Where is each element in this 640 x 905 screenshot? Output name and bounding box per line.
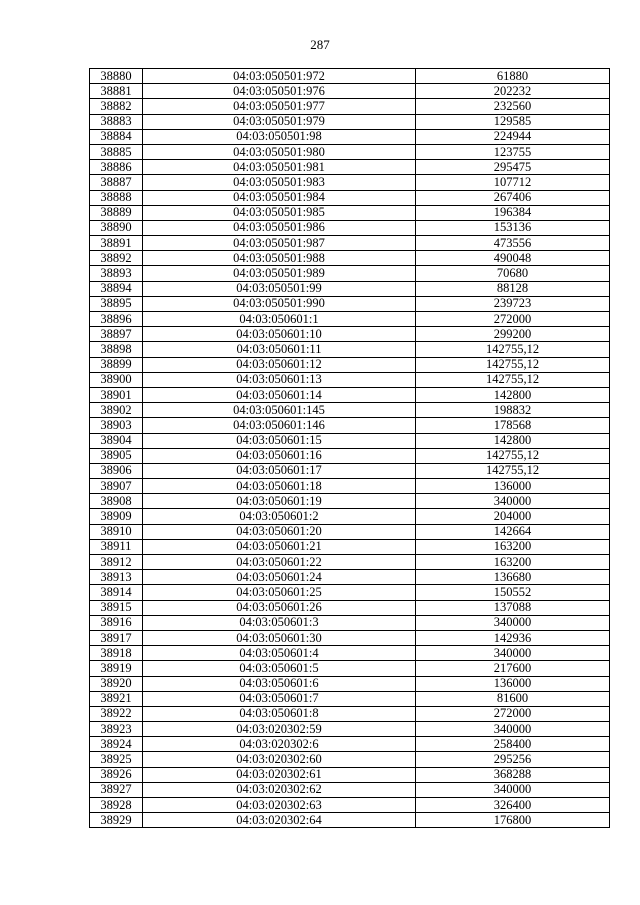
row-number-cell: 38888 — [90, 190, 143, 205]
row-number-cell: 38891 — [90, 236, 143, 251]
row-number-cell: 38881 — [90, 84, 143, 99]
cadastral-number-cell: 04:03:050501:983 — [143, 175, 416, 190]
row-number-cell: 38905 — [90, 448, 143, 463]
table-row — [90, 357, 610, 372]
cadastral-number-cell: 04:03:050601:1 — [143, 312, 416, 327]
row-number-cell: 38927 — [90, 782, 143, 797]
cadastral-number-cell: 04:03:050501:980 — [143, 144, 416, 159]
row-number-cell: 38882 — [90, 99, 143, 114]
cadastral-number-cell: 04:03:050501:990 — [143, 296, 416, 311]
table-row — [90, 114, 610, 129]
row-number-cell: 38920 — [90, 676, 143, 691]
row-number-cell: 38890 — [90, 220, 143, 235]
row-number-cell: 38897 — [90, 327, 143, 342]
cadastral-number-cell: 04:03:050601:24 — [143, 570, 416, 585]
row-number-cell: 38912 — [90, 555, 143, 570]
row-number-cell: 38909 — [90, 509, 143, 524]
table-row — [90, 144, 610, 159]
table-row — [90, 69, 610, 84]
cadastral-value-cell: 176800 — [416, 813, 610, 828]
row-number-cell: 38892 — [90, 251, 143, 266]
cadastral-value-cell: 163200 — [416, 555, 610, 570]
table-row — [90, 220, 610, 235]
cadastral-number-cell: 04:03:050601:17 — [143, 463, 416, 478]
table-row — [90, 84, 610, 99]
table-row — [90, 312, 610, 327]
cadastral-value-cell: 272000 — [416, 706, 610, 721]
cadastral-value-cell: 178568 — [416, 418, 610, 433]
row-number-cell: 38896 — [90, 312, 143, 327]
cadastral-number-cell: 04:03:050501:986 — [143, 220, 416, 235]
table-row — [90, 646, 610, 661]
table-row — [90, 524, 610, 539]
cadastral-number-cell: 04:03:050601:4 — [143, 646, 416, 661]
cadastral-value-cell: 88128 — [416, 281, 610, 296]
table-row — [90, 782, 610, 797]
cadastral-value-cell: 123755 — [416, 144, 610, 159]
cadastral-value-cell: 142800 — [416, 387, 610, 402]
cadastral-number-cell: 04:03:050601:13 — [143, 372, 416, 387]
row-number-cell: 38926 — [90, 767, 143, 782]
row-number-cell: 38922 — [90, 706, 143, 721]
cadastral-number-cell: 04:03:050601:19 — [143, 494, 416, 509]
table-row — [90, 630, 610, 645]
cadastral-value-cell: 142755,12 — [416, 448, 610, 463]
row-number-cell: 38916 — [90, 615, 143, 630]
table-row — [90, 190, 610, 205]
cadastral-value-cell: 142755,12 — [416, 463, 610, 478]
row-number-cell: 38921 — [90, 691, 143, 706]
cadastral-number-cell: 04:03:020302:6 — [143, 737, 416, 752]
cadastral-value-cell: 136000 — [416, 479, 610, 494]
cadastral-value-cell: 340000 — [416, 494, 610, 509]
table-row — [90, 661, 610, 676]
row-number-cell: 38885 — [90, 144, 143, 159]
cadastral-number-cell: 04:03:050601:21 — [143, 539, 416, 554]
cadastral-value-cell: 202232 — [416, 84, 610, 99]
cadastral-number-cell: 04:03:050501:977 — [143, 99, 416, 114]
cadastral-number-cell: 04:03:050501:972 — [143, 69, 416, 84]
row-number-cell: 38913 — [90, 570, 143, 585]
cadastral-value-cell: 473556 — [416, 236, 610, 251]
table-row — [90, 205, 610, 220]
cadastral-value-cell: 340000 — [416, 782, 610, 797]
table-row — [90, 418, 610, 433]
table-row — [90, 570, 610, 585]
table-row — [90, 798, 610, 813]
table-row — [90, 752, 610, 767]
row-number-cell: 38898 — [90, 342, 143, 357]
cadastral-value-cell: 142936 — [416, 630, 610, 645]
table-row — [90, 539, 610, 554]
row-number-cell: 38923 — [90, 722, 143, 737]
cadastral-number-cell: 04:03:020302:59 — [143, 722, 416, 737]
cadastral-number-cell: 04:03:050601:10 — [143, 327, 416, 342]
row-number-cell: 38929 — [90, 813, 143, 828]
cadastral-number-cell: 04:03:050601:25 — [143, 585, 416, 600]
row-number-cell: 38919 — [90, 661, 143, 676]
table-row — [90, 600, 610, 615]
row-number-cell: 38880 — [90, 69, 143, 84]
cadastral-number-cell: 04:03:050501:979 — [143, 114, 416, 129]
row-number-cell: 38910 — [90, 524, 143, 539]
cadastral-number-cell: 04:03:050501:988 — [143, 251, 416, 266]
row-number-cell: 38914 — [90, 585, 143, 600]
cadastral-number-cell: 04:03:050501:981 — [143, 160, 416, 175]
row-number-cell: 38924 — [90, 737, 143, 752]
table-row — [90, 509, 610, 524]
table-row — [90, 236, 610, 251]
cadastral-value-cell: 217600 — [416, 661, 610, 676]
cadastral-number-cell: 04:03:050601:14 — [143, 387, 416, 402]
table-row — [90, 585, 610, 600]
row-number-cell: 38887 — [90, 175, 143, 190]
cadastral-value-cell: 136000 — [416, 676, 610, 691]
row-number-cell: 38889 — [90, 205, 143, 220]
cadastral-number-cell: 04:03:050601:20 — [143, 524, 416, 539]
table-row — [90, 251, 610, 266]
table-row — [90, 615, 610, 630]
table-row — [90, 129, 610, 144]
cadastral-number-cell: 04:03:050601:3 — [143, 615, 416, 630]
table-row — [90, 296, 610, 311]
cadastral-number-cell: 04:03:050501:984 — [143, 190, 416, 205]
table-row — [90, 160, 610, 175]
cadastral-number-cell: 04:03:020302:60 — [143, 752, 416, 767]
cadastral-number-cell: 04:03:020302:64 — [143, 813, 416, 828]
table-row — [90, 479, 610, 494]
row-number-cell: 38918 — [90, 646, 143, 661]
table-row — [90, 175, 610, 190]
cadastral-value-cell: 150552 — [416, 585, 610, 600]
cadastral-value-cell: 129585 — [416, 114, 610, 129]
cadastral-number-cell: 04:03:050601:6 — [143, 676, 416, 691]
table-row — [90, 342, 610, 357]
cadastral-value-cell: 295475 — [416, 160, 610, 175]
cadastral-value-cell: 61880 — [416, 69, 610, 84]
cadastral-value-cell: 142800 — [416, 433, 610, 448]
cadastral-number-cell: 04:03:050601:18 — [143, 479, 416, 494]
row-number-cell: 38886 — [90, 160, 143, 175]
table-row — [90, 99, 610, 114]
cadastral-number-cell: 04:03:050601:2 — [143, 509, 416, 524]
table-row — [90, 722, 610, 737]
cadastral-number-cell: 04:03:020302:63 — [143, 798, 416, 813]
row-number-cell: 38894 — [90, 281, 143, 296]
table-row — [90, 767, 610, 782]
cadastral-number-cell: 04:03:020302:62 — [143, 782, 416, 797]
cadastral-number-cell: 04:03:050601:145 — [143, 403, 416, 418]
row-number-cell: 38906 — [90, 463, 143, 478]
row-number-cell: 38904 — [90, 433, 143, 448]
row-number-cell: 38902 — [90, 403, 143, 418]
row-number-cell: 38915 — [90, 600, 143, 615]
table-row — [90, 433, 610, 448]
table-row — [90, 494, 610, 509]
row-number-cell: 38895 — [90, 296, 143, 311]
cadastral-value-cell: 258400 — [416, 737, 610, 752]
row-number-cell: 38908 — [90, 494, 143, 509]
cadastral-number-cell: 04:03:050501:98 — [143, 129, 416, 144]
cadastral-value-cell: 107712 — [416, 175, 610, 190]
cadastral-value-cell: 136680 — [416, 570, 610, 585]
cadastral-value-cell: 196384 — [416, 205, 610, 220]
table-row — [90, 555, 610, 570]
cadastral-value-cell: 142755,12 — [416, 357, 610, 372]
table-row — [90, 813, 610, 828]
row-number-cell: 38901 — [90, 387, 143, 402]
cadastral-value-cell: 142664 — [416, 524, 610, 539]
cadastral-value-cell: 368288 — [416, 767, 610, 782]
cadastral-value-cell: 163200 — [416, 539, 610, 554]
table-row — [90, 706, 610, 721]
cadastral-number-cell: 04:03:050601:11 — [143, 342, 416, 357]
cadastral-value-cell: 204000 — [416, 509, 610, 524]
cadastral-value-cell: 340000 — [416, 722, 610, 737]
cadastral-number-cell: 04:03:050601:26 — [143, 600, 416, 615]
table-row — [90, 737, 610, 752]
cadastral-number-cell: 04:03:050601:146 — [143, 418, 416, 433]
table-row — [90, 463, 610, 478]
cadastral-number-cell: 04:03:050501:989 — [143, 266, 416, 281]
row-number-cell: 38911 — [90, 539, 143, 554]
row-number-cell: 38893 — [90, 266, 143, 281]
cadastral-value-cell: 232560 — [416, 99, 610, 114]
cadastral-value-cell: 299200 — [416, 327, 610, 342]
row-number-cell: 38899 — [90, 357, 143, 372]
row-number-cell: 38884 — [90, 129, 143, 144]
cadastral-number-cell: 04:03:050601:12 — [143, 357, 416, 372]
table-body — [90, 69, 610, 828]
cadastral-value-cell: 340000 — [416, 615, 610, 630]
table-row — [90, 403, 610, 418]
cadastral-value-cell: 153136 — [416, 220, 610, 235]
cadastral-value-cell: 224944 — [416, 129, 610, 144]
table-row — [90, 327, 610, 342]
cadastral-value-cell: 142755,12 — [416, 372, 610, 387]
row-number-cell: 38907 — [90, 479, 143, 494]
cadastral-number-cell: 04:03:050601:7 — [143, 691, 416, 706]
cadastral-value-cell: 70680 — [416, 266, 610, 281]
table-row — [90, 387, 610, 402]
table-row — [90, 266, 610, 281]
cadastral-number-cell: 04:03:050501:976 — [143, 84, 416, 99]
table-row — [90, 448, 610, 463]
cadastral-value-cell: 340000 — [416, 646, 610, 661]
cadastral-number-cell: 04:03:050501:99 — [143, 281, 416, 296]
cadastral-number-cell: 04:03:020302:61 — [143, 767, 416, 782]
cadastral-number-cell: 04:03:050601:22 — [143, 555, 416, 570]
cadastral-value-cell: 81600 — [416, 691, 610, 706]
cadastral-value-table — [89, 68, 610, 828]
row-number-cell: 38900 — [90, 372, 143, 387]
row-number-cell: 38925 — [90, 752, 143, 767]
cadastral-number-cell: 04:03:050501:987 — [143, 236, 416, 251]
table-row — [90, 691, 610, 706]
cadastral-value-cell: 267406 — [416, 190, 610, 205]
cadastral-value-cell: 198832 — [416, 403, 610, 418]
cadastral-value-cell: 272000 — [416, 312, 610, 327]
page-number: 287 — [310, 37, 330, 52]
table-row — [90, 372, 610, 387]
row-number-cell: 38917 — [90, 630, 143, 645]
cadastral-number-cell: 04:03:050501:985 — [143, 205, 416, 220]
cadastral-number-cell: 04:03:050601:15 — [143, 433, 416, 448]
cadastral-value-cell: 142755,12 — [416, 342, 610, 357]
cadastral-value-cell: 326400 — [416, 798, 610, 813]
table-row — [90, 676, 610, 691]
table-row — [90, 281, 610, 296]
cadastral-value-cell: 295256 — [416, 752, 610, 767]
row-number-cell: 38928 — [90, 798, 143, 813]
cadastral-number-cell: 04:03:050601:16 — [143, 448, 416, 463]
cadastral-value-cell: 239723 — [416, 296, 610, 311]
cadastral-number-cell: 04:03:050601:30 — [143, 630, 416, 645]
cadastral-number-cell: 04:03:050601:5 — [143, 661, 416, 676]
cadastral-number-cell: 04:03:050601:8 — [143, 706, 416, 721]
cadastral-value-cell: 137088 — [416, 600, 610, 615]
row-number-cell: 38883 — [90, 114, 143, 129]
cadastral-value-cell: 490048 — [416, 251, 610, 266]
row-number-cell: 38903 — [90, 418, 143, 433]
